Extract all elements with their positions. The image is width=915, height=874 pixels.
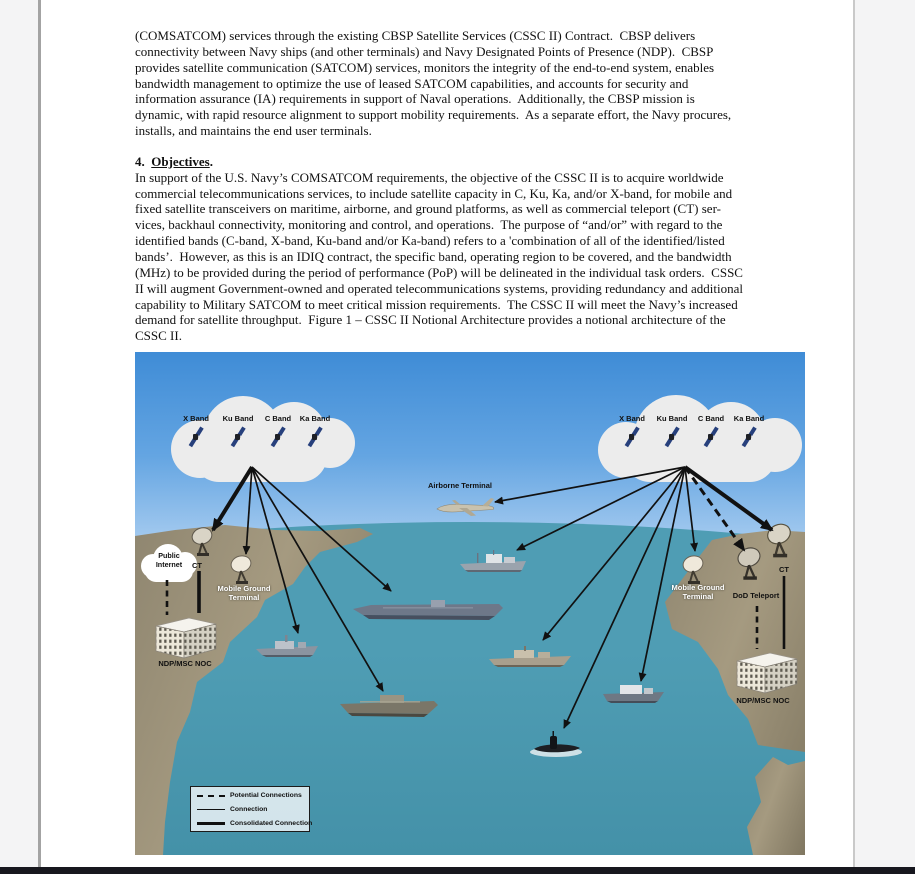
paragraph-line: (COMSATCOM) services through the existing CBSP Satellite Services (CSSC II) Contract. CBSP delivers	[135, 28, 696, 43]
paragraph-line: bands’. However, as this is an IDIQ contract, the specific band, operating region to be covered, and the bandwidth	[135, 248, 732, 264]
arrow-right-to-aircraft	[495, 467, 685, 502]
airborne-terminal-label: Airborne Terminal	[427, 481, 493, 490]
public-internet-label: Public Internet	[155, 551, 183, 569]
paragraph-line: bandwidth management to optimize the use of leased SATCOM capabilities, and accounts for security and	[135, 75, 689, 91]
paragraph-line: vices, backhaul connectivity, monitoring and control, and operations. The purpose of “and/or” with regard to the	[135, 217, 723, 233]
paragraph-line: connectivity between Navy ships (and other terminals) and Navy Designated Points of Presence (NDP). CBSP	[135, 43, 714, 59]
body-text	[135, 28, 797, 344]
band-label: X Band	[183, 414, 209, 423]
ct-label-right: CT	[779, 565, 789, 574]
legend-item-potential: Potential Connections	[197, 792, 304, 799]
arrow-right-to-patrol-ship	[641, 467, 685, 681]
paragraph-line: II will augment Government-owned and operated telecommunications systems, providing redundancy and additional	[135, 280, 743, 296]
band-label: Ka Band	[733, 414, 765, 423]
figure-cssc-ii-notional-architecture	[135, 352, 805, 855]
thin-line-sample	[197, 809, 225, 810]
connection-arrows	[135, 352, 805, 855]
legend-item-connection: Connection	[197, 806, 304, 813]
document-page[interactable]	[38, 0, 855, 874]
ct-label-left: CT	[192, 561, 202, 570]
arrow-left-to-carrier	[252, 467, 391, 591]
section-heading: 4. Objectives.	[135, 153, 213, 169]
arrow-left-to-amphib	[252, 467, 383, 691]
ndp-msc-noc-label-right: NDP/MSC NOC	[736, 696, 790, 705]
arrow-left-to-ct	[213, 467, 252, 530]
band-label: C Band	[697, 414, 725, 423]
mobile-ground-terminal-label-left: Mobile Ground Terminal	[217, 584, 271, 602]
paragraph-line: provides satellite communication (SATCOM) services, monitors the integrity of the end-to-end system, enables	[135, 59, 715, 75]
paragraph-line: dynamic, with rapid resource alignment to support mobility requirements. As a separate effort, the Navy procures,	[135, 107, 732, 123]
mobile-ground-terminal-label-right: Mobile Ground Terminal	[671, 583, 725, 601]
thick-line-sample	[197, 822, 225, 825]
arrow-right-to-destroyer	[543, 467, 685, 640]
paragraph-line: capability to Military SATCOM to meet critical mission requirements. The CSSC II will meet the Navy’s increased	[135, 296, 738, 312]
arrow-right-to-supply-ship	[517, 467, 685, 550]
paragraph-line: (MHz) to be provided during the period of performance (PoP) will be delineated in the individual task orders. CSSC	[135, 264, 743, 280]
band-label: C Band	[264, 414, 292, 423]
paragraph-line: commercial telecommunications services, to include satellite capacity in C, Ku, Ka, and/or X-band, for mobile and	[135, 185, 733, 201]
paragraph-line: fixed satellite transceivers on maritime, airborne, and ground platforms, as well as commercial teleport (CT) ser-	[135, 201, 721, 217]
band-label: Ka Band	[299, 414, 331, 423]
dod-teleport-label: DoD Teleport	[732, 591, 780, 600]
band-label: Ku Band	[222, 414, 254, 423]
paragraph-line: installs, and maintains the end user terminals.	[135, 123, 372, 139]
paragraph-line: demand for satellite throughput. Figure 1 – CSSC II Notional Architecture provides a notional architecture of the	[135, 312, 726, 328]
band-label: Ku Band	[656, 414, 688, 423]
paragraph-line: identified bands (C-band, X-band, Ku-band and/or Ka-band) refers to a 'combination of all of the identified/listed	[135, 233, 725, 249]
bottom-bar	[0, 867, 915, 874]
paragraph-line: CSSC II.	[135, 328, 182, 344]
dashed-line-sample	[197, 795, 225, 797]
ndp-msc-noc-label-left: NDP/MSC NOC	[158, 659, 212, 668]
arrow-left-to-frigate	[252, 467, 298, 633]
arrow-left-to-mgt	[246, 467, 252, 554]
paragraph-line: information assurance (IA) requirements in support of Naval operations. Additionally, the CBSP mission is	[135, 91, 695, 107]
band-label: X Band	[619, 414, 645, 423]
legend-item-consolidated: Consolidated Connection	[197, 820, 304, 827]
arrow-right-to-ct	[685, 467, 772, 530]
figure-legend	[190, 786, 313, 832]
paragraph-line: In support of the U.S. Navy’s COMSATCOM requirements, the objective of the CSSC II is to acquire worldwide	[135, 169, 724, 185]
